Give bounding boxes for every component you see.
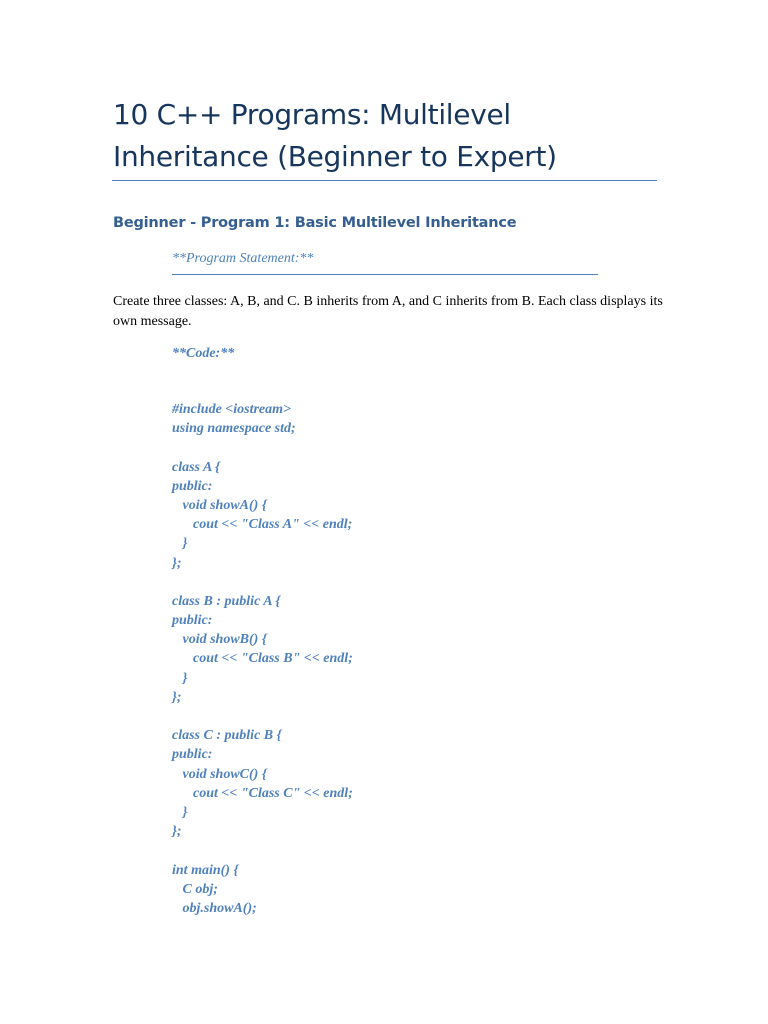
code-line <box>172 707 353 726</box>
code-line: }; <box>172 689 182 705</box>
code-line: C obj; <box>172 881 218 897</box>
code-line: cout << "Class C" << endl; <box>172 785 353 801</box>
document-title-line-2: Inheritance (Beginner to Expert) <box>113 140 557 173</box>
code-line: } <box>172 536 188 552</box>
code-line: int main() { <box>172 862 239 878</box>
code-line: cout << "Class A" << endl; <box>172 517 353 533</box>
code-line <box>172 573 353 592</box>
code-line: #include <iostream> <box>172 402 292 417</box>
code-line: class C : public B { <box>172 728 282 744</box>
program-statement-text: Create three classes: A, B, and C. B inherits from A, and C inherits from B. Each class displays its own message. <box>113 294 663 329</box>
code-line: void showC() { <box>172 766 267 782</box>
code-line: class A { <box>172 459 220 475</box>
code-line: } <box>172 804 188 820</box>
title-underline <box>112 180 657 181</box>
code-line: using namespace std; <box>172 421 296 437</box>
code-line: }; <box>172 555 182 571</box>
program-statement-label: **Program Statement:** <box>172 251 314 266</box>
program-statement-underline <box>172 274 598 275</box>
code-line: obj.showA(); <box>172 900 257 916</box>
code-label: **Code:** <box>172 346 235 361</box>
code-line: class B : public A { <box>172 593 281 609</box>
code-block <box>172 400 353 918</box>
document-title-line-1: 10 C++ Programs: Multilevel <box>113 98 511 131</box>
code-line <box>172 841 353 860</box>
code-line: cout << "Class B" << endl; <box>172 651 353 667</box>
code-line: }; <box>172 824 182 840</box>
code-line: } <box>172 670 188 686</box>
section-heading: Beginner - Program 1: Basic Multilevel Inheritance <box>113 215 517 231</box>
code-line: void showA() { <box>172 497 267 513</box>
code-line: void showB() { <box>172 632 267 648</box>
code-line: public: <box>172 478 213 494</box>
code-line <box>172 438 353 457</box>
document-title <box>113 94 673 178</box>
code-line: public: <box>172 613 213 629</box>
code-line: public: <box>172 747 213 763</box>
